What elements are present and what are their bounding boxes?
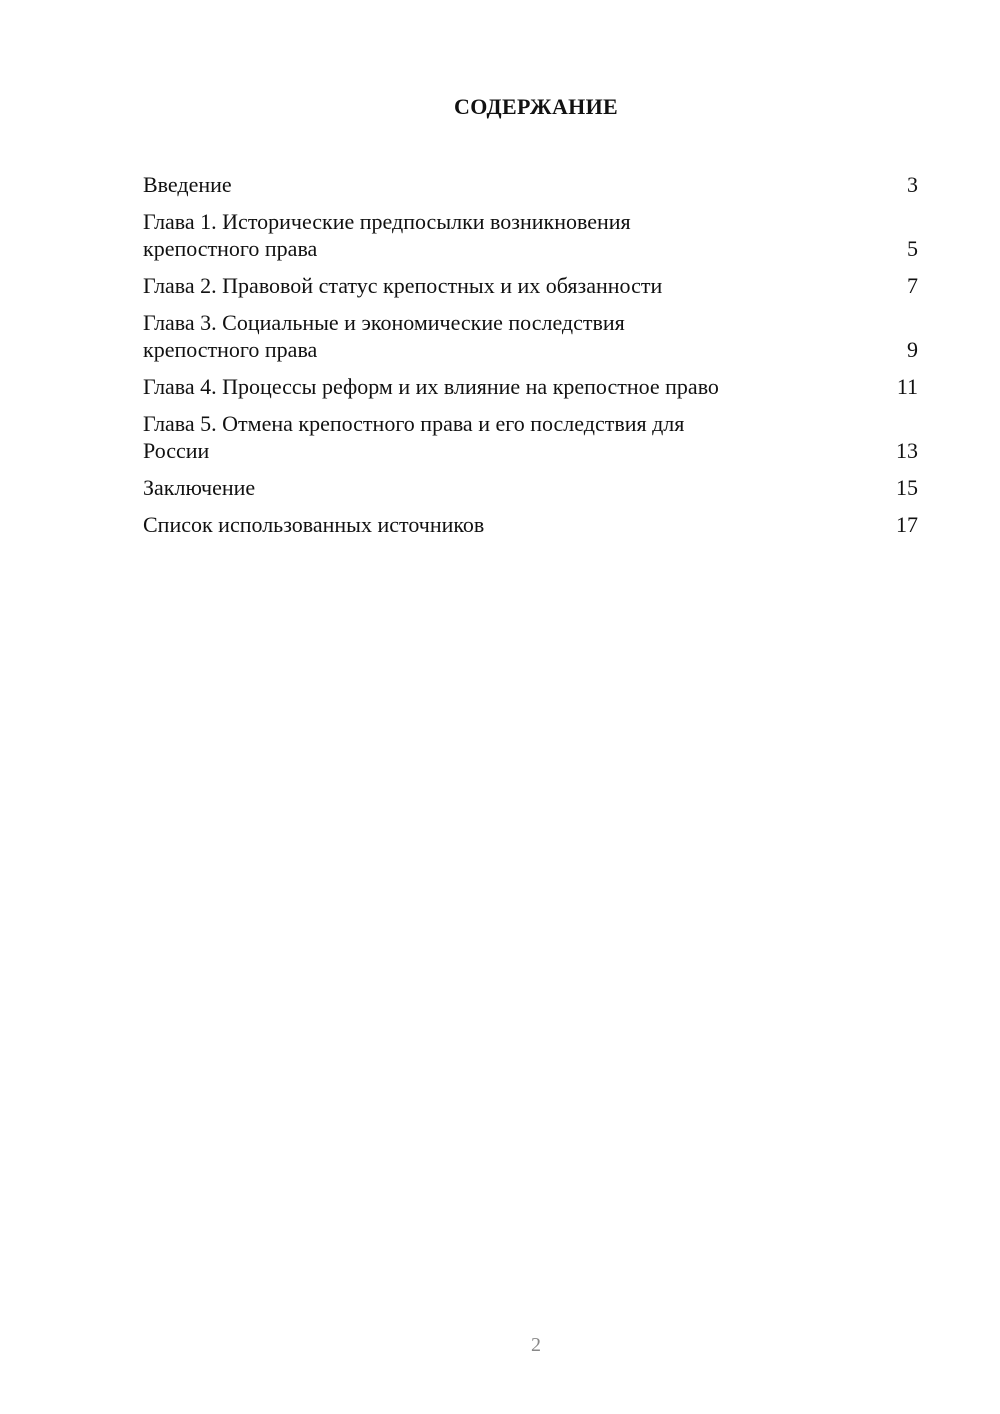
toc-entry-page: 7 <box>907 273 918 298</box>
toc-entry-title <box>143 474 255 501</box>
toc-entry[interactable] <box>143 208 918 262</box>
toc-entry[interactable] <box>143 373 918 400</box>
toc-entry-page: 13 <box>896 438 918 463</box>
table-of-contents <box>143 171 918 548</box>
toc-entry[interactable] <box>143 410 918 464</box>
toc-entry-line: Список использованных источников <box>143 512 485 537</box>
toc-entry-page: 11 <box>896 374 918 399</box>
toc-entry-line: России <box>143 438 210 463</box>
toc-entry-title <box>143 272 662 299</box>
toc-entry[interactable] <box>143 309 918 363</box>
toc-entry-line: Глава 4. Процессы реформ и их влияние на крепостное право <box>143 374 719 399</box>
toc-entry-line: крепостного права <box>143 337 318 362</box>
toc-entry-line: Глава 1. Исторические предпосылки возникновения <box>143 209 631 234</box>
page-title: СОДЕРЖАНИЕ <box>454 94 618 119</box>
toc-entry-page: 15 <box>896 475 918 500</box>
toc-entry-page: 17 <box>896 512 918 537</box>
toc-entry-line: Введение <box>143 172 232 197</box>
page-number: 2 <box>531 1334 541 1356</box>
toc-entry-title <box>143 171 232 198</box>
toc-entry[interactable] <box>143 474 918 501</box>
toc-entry-title <box>143 410 684 464</box>
toc-entry-title <box>143 511 484 538</box>
toc-entry-line: Заключение <box>143 475 256 500</box>
toc-entry-page: 9 <box>907 337 918 362</box>
toc-entry-line: Глава 2. Правовой статус крепостных и их обязанности <box>143 273 663 298</box>
toc-entry-line: крепостного права <box>143 236 318 261</box>
toc-entry[interactable] <box>143 511 918 538</box>
toc-entry-page: 3 <box>907 172 918 197</box>
toc-entry-title <box>143 309 625 363</box>
toc-entry[interactable] <box>143 171 918 198</box>
toc-entry-title <box>143 208 631 262</box>
toc-entry-line: Глава 5. Отмена крепостного права и его последствия для <box>143 411 685 436</box>
toc-entry-line: Глава 3. Социальные и экономические последствия <box>143 310 625 335</box>
toc-entry[interactable] <box>143 272 918 299</box>
toc-entry-page: 5 <box>907 236 918 261</box>
toc-entry-title <box>143 373 719 400</box>
